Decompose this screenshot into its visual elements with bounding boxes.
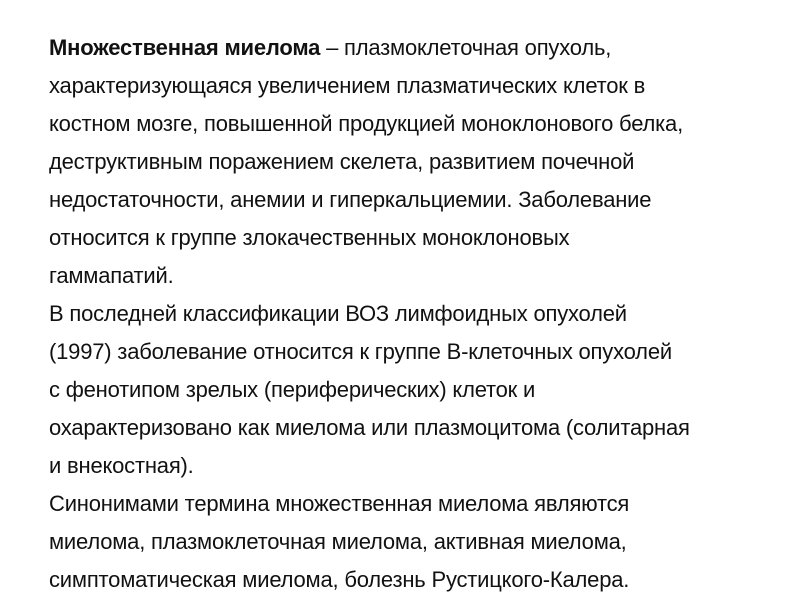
text-line: деструктивным поражением скелета, развитием почечной <box>49 149 635 174</box>
defined-term: Множественная миелома <box>49 35 321 60</box>
text-line: с фенотипом зрелых (периферических) клеток и <box>49 377 536 402</box>
text-line: костном мозге, повышенной продукцией моноклонового белка, <box>49 111 684 136</box>
text-line <box>49 29 769 67</box>
definition-paragraph <box>49 29 769 295</box>
text-line: симптоматическая миелома, болезнь Рустицкого-Калера. <box>49 567 630 592</box>
text-line: Синонимами термина множественная миелома являются <box>49 491 630 516</box>
text-line: и внекостная). <box>49 453 194 478</box>
text-line: охарактеризовано как миелома или плазмоцитома (солитарная <box>49 415 690 440</box>
text-fragment: – плазмоклеточная опухоль, <box>320 35 612 60</box>
text-line: характеризующаяся увеличением плазматических клеток в <box>49 73 646 98</box>
text-line: миелома, плазмоклеточная миелома, активная миелома, <box>49 529 627 554</box>
text-line: В последней классификации ВОЗ лимфоидных опухолей <box>49 301 627 326</box>
text-line: гаммапатий. <box>49 263 174 288</box>
synonyms-paragraph <box>49 485 769 599</box>
text-line: (1997) заболевание относится к группе В-клеточных опухолей <box>49 339 672 364</box>
text-block <box>49 29 769 599</box>
text-line: недостаточности, анемии и гиперкальциемии. Заболевание <box>49 187 652 212</box>
classification-paragraph <box>49 295 769 485</box>
text-line: относится к группе злокачественных моноклоновых <box>49 225 570 250</box>
